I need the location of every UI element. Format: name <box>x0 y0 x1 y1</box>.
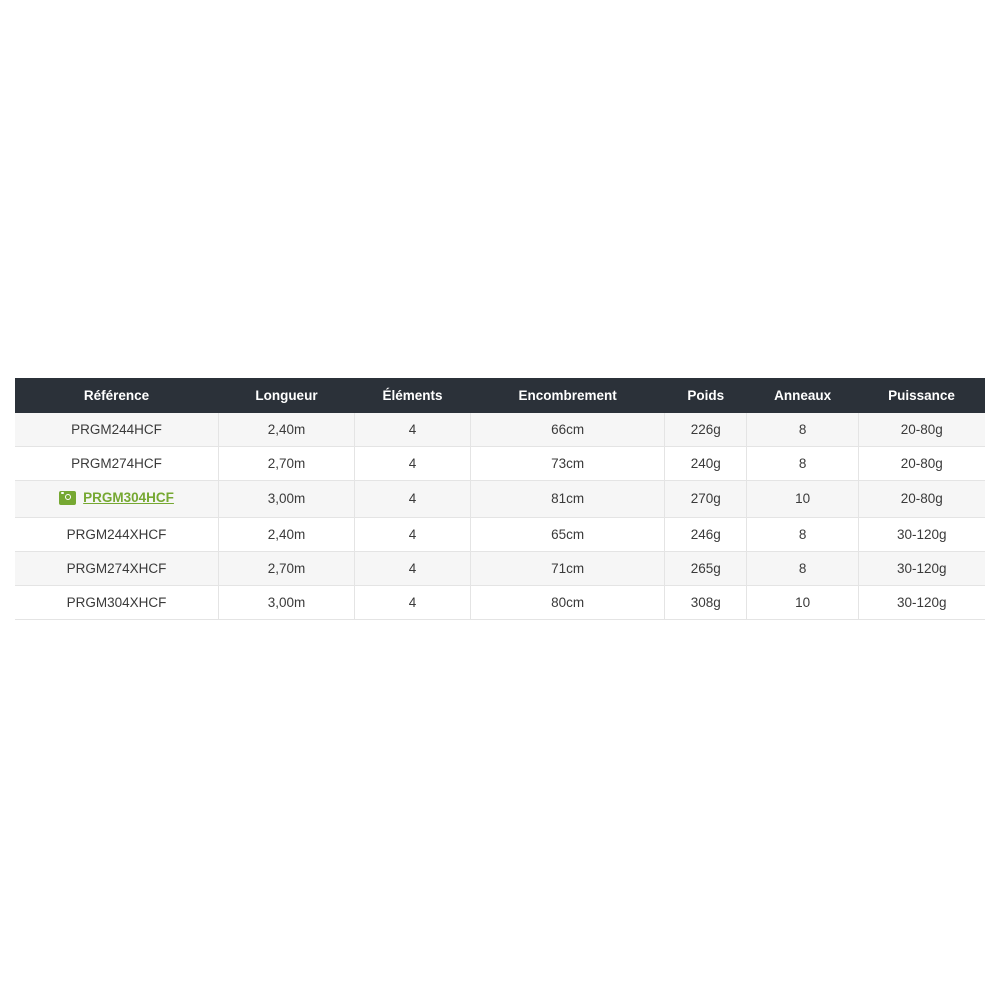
cell-puissance: 30-120g <box>858 585 984 619</box>
cell-reference <box>15 517 219 551</box>
cell-poids: 308g <box>665 585 747 619</box>
column-header-elements: Éléments <box>354 378 470 413</box>
cell-elements: 4 <box>354 413 470 447</box>
reference-text: PRGM244XHCF <box>66 526 167 542</box>
column-header-anneaux: Anneaux <box>747 378 858 413</box>
column-header-puissance: Puissance <box>858 378 984 413</box>
column-header-encombrement: Encombrement <box>471 378 665 413</box>
cell-elements: 4 <box>354 517 470 551</box>
cell-longueur: 2,70m <box>219 447 355 481</box>
cell-puissance: 30-120g <box>858 517 984 551</box>
cell-poids: 246g <box>665 517 747 551</box>
cell-anneaux: 10 <box>747 585 858 619</box>
cell-encombrement: 66cm <box>471 413 665 447</box>
reference-wrapper <box>67 595 167 610</box>
cell-poids: 270g <box>665 481 747 518</box>
reference-wrapper <box>67 527 167 542</box>
cell-puissance: 20-80g <box>858 413 984 447</box>
cell-reference <box>15 447 219 481</box>
table-row <box>15 585 985 619</box>
cell-longueur: 2,40m <box>219 413 355 447</box>
cell-puissance: 20-80g <box>858 447 984 481</box>
cell-reference <box>15 413 219 447</box>
table-header-row <box>15 378 985 413</box>
cell-anneaux: 8 <box>747 413 858 447</box>
reference-wrapper <box>71 456 162 471</box>
reference-wrapper <box>59 490 174 505</box>
cell-encombrement: 73cm <box>471 447 665 481</box>
table-row <box>15 517 985 551</box>
cell-anneaux: 8 <box>747 517 858 551</box>
cell-elements: 4 <box>354 481 470 518</box>
cell-anneaux: 10 <box>747 481 858 518</box>
reference-text: PRGM244HCF <box>71 422 162 437</box>
cell-longueur: 2,40m <box>219 517 355 551</box>
cell-elements: 4 <box>354 447 470 481</box>
cell-longueur: 3,00m <box>219 585 355 619</box>
table-row <box>15 551 985 585</box>
table-header <box>15 378 985 413</box>
column-header-reference: Référence <box>15 378 219 413</box>
cell-encombrement: 80cm <box>471 585 665 619</box>
table-row <box>15 413 985 447</box>
cell-reference <box>15 481 219 518</box>
reference-wrapper <box>71 422 162 437</box>
cell-puissance: 30-120g <box>858 551 984 585</box>
camera-icon[interactable] <box>59 491 76 505</box>
reference-text: PRGM274XHCF <box>66 560 167 576</box>
cell-poids: 240g <box>665 447 747 481</box>
reference-link[interactable]: PRGM304HCF <box>83 490 174 505</box>
reference-wrapper <box>67 561 167 576</box>
reference-text: PRGM274HCF <box>71 456 162 471</box>
cell-puissance: 20-80g <box>858 481 984 518</box>
cell-poids: 226g <box>665 413 747 447</box>
column-header-poids: Poids <box>665 378 747 413</box>
table-row <box>15 447 985 481</box>
cell-anneaux: 8 <box>747 551 858 585</box>
cell-encombrement: 71cm <box>471 551 665 585</box>
cell-poids: 265g <box>665 551 747 585</box>
column-header-longueur: Longueur <box>219 378 355 413</box>
cell-anneaux: 8 <box>747 447 858 481</box>
cell-elements: 4 <box>354 551 470 585</box>
cell-elements: 4 <box>354 585 470 619</box>
cell-reference <box>15 551 219 585</box>
table-row <box>15 481 985 518</box>
cell-encombrement: 65cm <box>471 517 665 551</box>
specification-table-container <box>15 378 985 620</box>
cell-longueur: 2,70m <box>219 551 355 585</box>
cell-encombrement: 81cm <box>471 481 665 518</box>
table-body <box>15 413 985 619</box>
cell-longueur: 3,00m <box>219 481 355 518</box>
specification-table <box>15 378 985 620</box>
cell-reference <box>15 585 219 619</box>
reference-text: PRGM304XHCF <box>66 594 167 610</box>
